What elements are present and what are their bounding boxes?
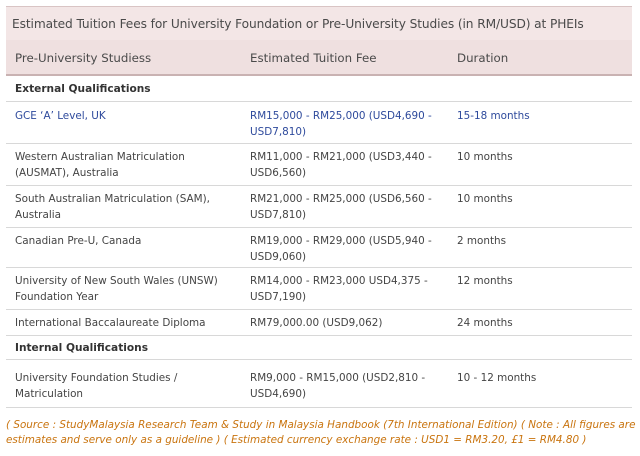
- cell-duration: 10 months: [457, 151, 513, 163]
- cell-fee: RM9,000 - RM15,000 (USD2,810 - USD4,690): [250, 372, 426, 400]
- cell-duration: 12 months: [457, 275, 513, 287]
- table-row: [6, 310, 632, 336]
- table-row: [6, 102, 632, 144]
- cell-program: South Australian Matriculation (SAM), Australia: [15, 193, 210, 221]
- table-row: [6, 144, 632, 186]
- header-fee: Estimated Tuition Fee: [250, 51, 377, 65]
- cell-program: University of New South Wales (UNSW) Foundation Year: [15, 275, 218, 303]
- cell-fee: RM15,000 - RM25,000 (USD4,690 - USD7,810): [250, 110, 432, 138]
- table-row: [6, 228, 632, 268]
- cell-duration: 10 months: [457, 193, 513, 205]
- cell-program[interactable]: GCE ‘A’ Level, UK: [15, 110, 106, 122]
- source-note: ( Source : StudyMalaysia Research Team & Study in Malaysia Handbook (7th International Edition) ( Note : All figures are estimates and serve only as a guideline ) ( Estimated currency exchange rate : USD1 = RM3.20, £1 = RM4.80 ): [6, 419, 636, 446]
- table-row: [6, 360, 632, 408]
- section-internal-label: Internal Qualifications: [15, 342, 149, 354]
- cell-fee: RM79,000.00 (USD9,062): [250, 317, 383, 329]
- header-program: Pre-University Studiess: [15, 51, 152, 65]
- cell-program: Canadian Pre-U, Canada: [15, 235, 142, 247]
- cell-fee: RM19,000 - RM29,000 (USD5,940 - USD9,060): [250, 235, 432, 263]
- caption-text: Estimated Tuition Fees for University Foundation or Pre-University Studies (in RM/USD) at PHEIs: [12, 16, 584, 31]
- section-external: [6, 76, 632, 102]
- table-caption: [6, 6, 632, 40]
- section-internal: [6, 336, 632, 360]
- cell-fee: RM14,000 - RM23,000 USD4,375 - USD7,190): [250, 275, 428, 303]
- table-header: [6, 40, 632, 76]
- header-duration: Duration: [457, 51, 509, 65]
- table-row: [6, 186, 632, 228]
- cell-fee: RM21,000 - RM25,000 (USD6,560 - USD7,810): [250, 193, 432, 221]
- cell-duration: 10 - 12 months: [457, 372, 537, 384]
- cell-program: University Foundation Studies / Matriculation: [15, 372, 178, 400]
- table-body: [6, 76, 632, 408]
- cell-fee: RM11,000 - RM21,000 (USD3,440 - USD6,560): [250, 151, 432, 179]
- cell-program: International Baccalaureate Diploma: [15, 317, 206, 329]
- table-row: [6, 268, 632, 310]
- section-external-label: External Qualifications: [15, 83, 151, 95]
- cell-duration: 15-18 months: [457, 110, 530, 122]
- cell-duration: 2 months: [457, 235, 507, 247]
- cell-duration: 24 months: [457, 317, 513, 329]
- cell-program: Western Australian Matriculation (AUSMAT), Australia: [15, 151, 185, 179]
